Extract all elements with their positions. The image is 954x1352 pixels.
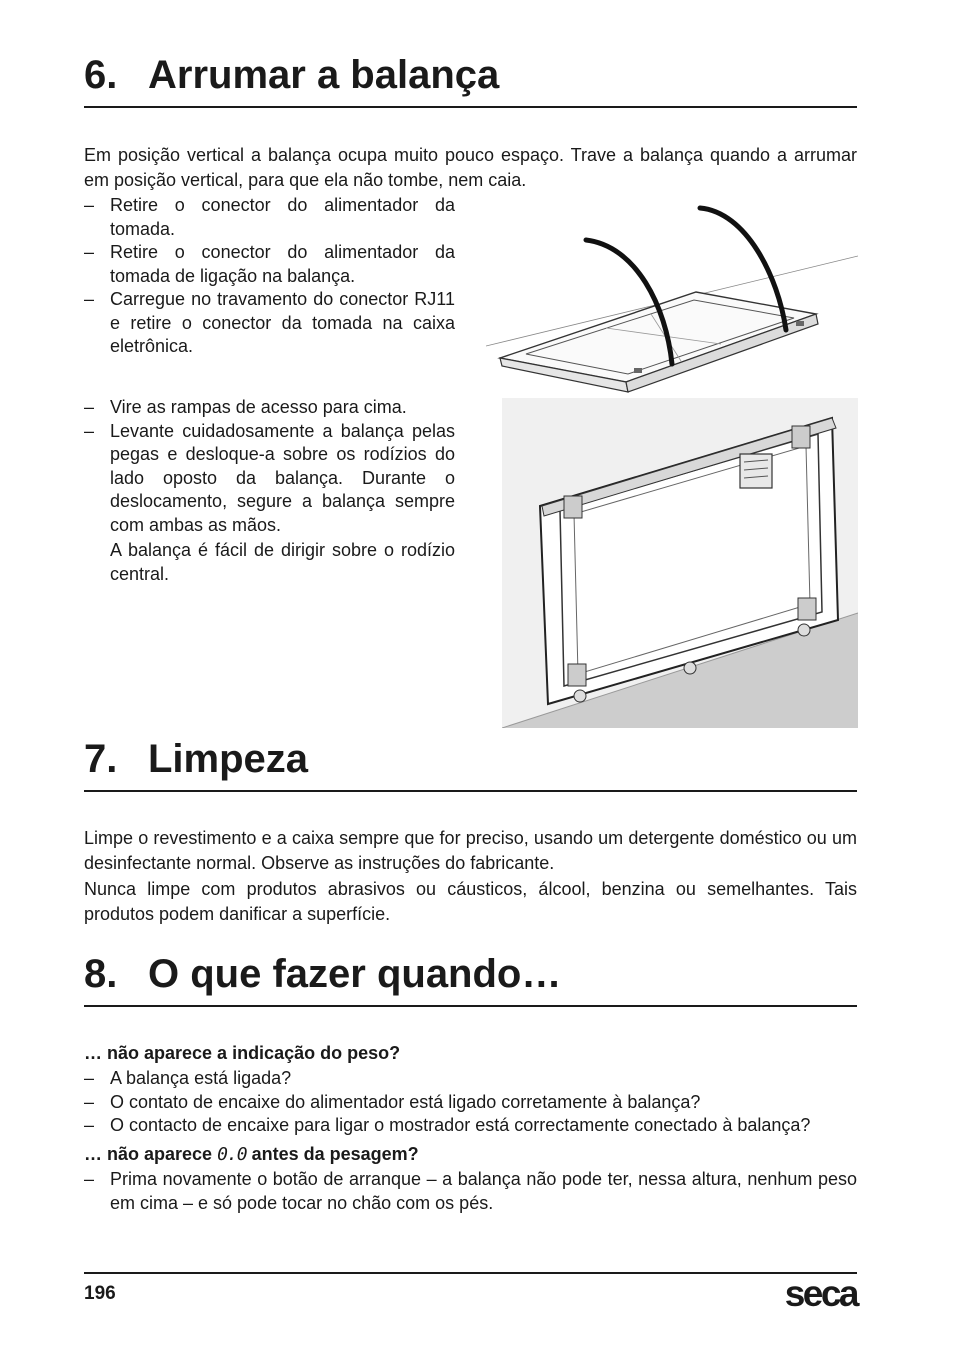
list-item <box>84 420 455 587</box>
section-6-heading <box>84 52 857 108</box>
list-item-note: A balança é fácil de dirigir sobre o rodízio central. <box>110 540 455 584</box>
section-6-intro: Em posição vertical a balança ocupa muito pouco espaço. Trave a balança quando a arrumar em posição vertical, para que ela não tombe, nem caia. <box>84 145 857 190</box>
question-heading: … não aparece a indicação do peso? <box>84 1043 401 1063</box>
list-item: – O contacto de encaixe para ligar o mostrador está correctamente conectado à balança? <box>84 1114 857 1138</box>
question-prefix: … não aparece <box>84 1144 213 1164</box>
section-title: Limpeza <box>148 737 309 781</box>
scale-upright-illustration <box>502 398 858 728</box>
question-suffix: antes da pesagem? <box>251 1144 419 1164</box>
steps-list-a <box>84 194 455 359</box>
steps-list-b <box>84 396 455 586</box>
section-7-paragraph-2: Nunca limpe com produtos abrasivos ou cáusticos, álcool, benzina ou semelhantes. Tais produtos podem danificar a superfície. <box>84 879 857 924</box>
q1-checklist <box>84 1067 857 1138</box>
section-7-paragraph-1: Limpe o revestimento e a caixa sempre que for preciso, usando um detergente doméstico ou um desinfectante normal. Observe as instruções do fabricante. <box>84 828 857 873</box>
section-number: 6. <box>84 53 118 97</box>
section-title: O que fazer quando… <box>148 952 562 996</box>
list-item: – Retire o conector do alimentador da tomada de ligação na balança. <box>84 241 455 288</box>
brand-logo: seca <box>784 1273 857 1314</box>
list-item: – O contato de encaixe do alimentador está ligado corretamente à balança? <box>84 1091 857 1115</box>
footer-rule <box>84 1272 857 1274</box>
display-reading: 0.0 <box>217 1144 247 1165</box>
section-title: Arrumar a balança <box>148 53 500 97</box>
question-heading <box>84 1142 419 1167</box>
section-number: 8. <box>84 952 118 996</box>
section-7-heading <box>84 736 857 792</box>
list-item-text: Levante cuidadosamente a balança pelas pegas e desloque-a sobre os rodízios do lado oposto da balança. Durante o deslocamento, segure a balança sempre com ambas as mãos. <box>110 420 455 535</box>
section-8-heading <box>84 951 857 1007</box>
list-item: – Vire as rampas de acesso para cima. <box>84 396 455 420</box>
list-item: – Retire o conector do alimentador da tomada. <box>84 194 455 241</box>
q2-checklist <box>84 1168 857 1215</box>
list-item: – Carregue no travamento do conector RJ11 e retire o conector da tomada na caixa eletrônica. <box>84 288 455 359</box>
page-number: 196 <box>84 1283 116 1304</box>
list-item: – A balança está ligada? <box>84 1067 857 1091</box>
section-number: 7. <box>84 737 118 781</box>
scale-ramps-illustration <box>486 196 858 396</box>
list-item: – Prima novamente o botão de arranque – a balança não pode ter, nessa altura, nenhum peso em cima – e só pode tocar no chão com os pés. <box>84 1168 857 1215</box>
